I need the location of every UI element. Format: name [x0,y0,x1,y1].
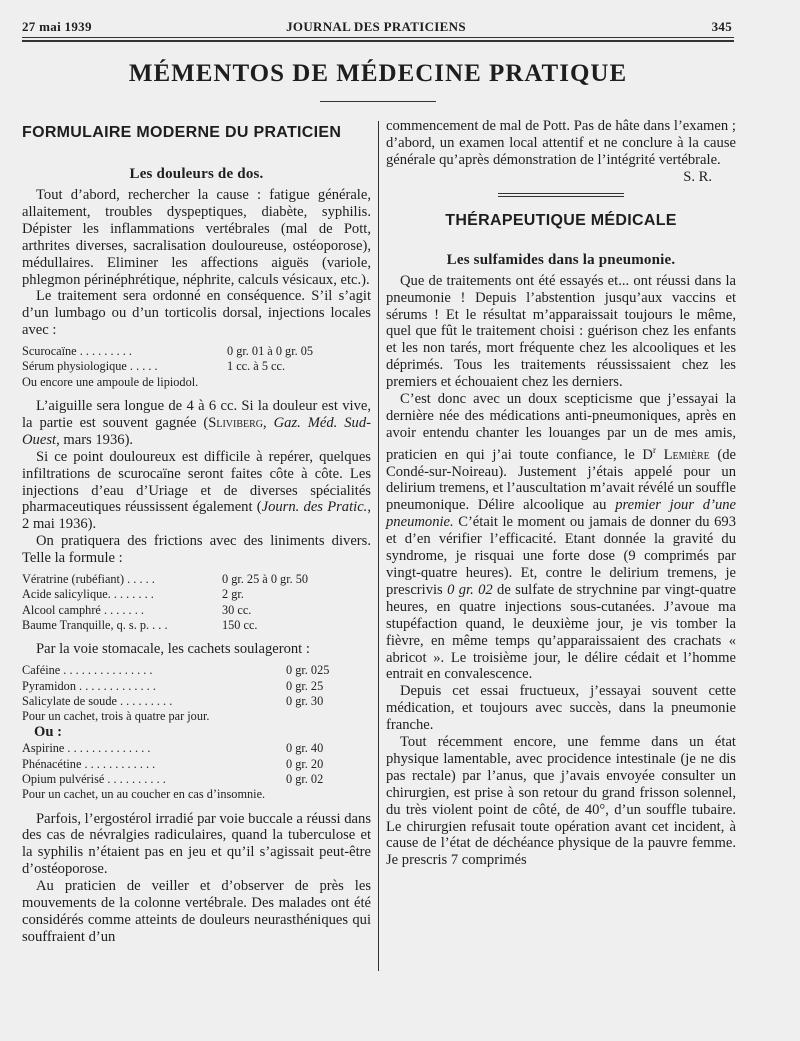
title-rule [320,101,436,102]
prescription-line: Acide salicylique. . . . . . . . 2 gr. [22,587,244,602]
prescription-line: Scurocaïne . . . . . . . . . 0 gr. 01 à 0 gr. 05 [22,344,314,359]
paragraph-veiller: Au praticien de veiller et d’observer de près les mouvements de la colonne vertébrale. Des malades ont été considérés comme atteints de douleurs neurasthéniques qui souffraient d’un [22,878,371,945]
subtitle-douleurs-de-dos: Les douleurs de dos. [129,166,264,182]
journal-citation: Journ. des Pratic. [261,499,368,516]
author-name: Sliviberg [208,414,264,431]
doctor-name: Lemière [663,446,710,463]
prescription-line: Opium pulvérisé . . . . . . . . . . 0 gr. 02 [22,771,324,786]
issue-date: 27 mai 1939 [22,19,92,34]
paragraph-voie-stomacale: Par la voie stomacale, les cachets soulageront : [36,641,310,658]
prescription-liniment [22,572,371,633]
author-signature: S. R. [683,168,712,185]
prescription-cachet-2 [22,741,371,802]
paragraph-essai: Depuis cet essai fructueux, j’essayai souvent cette médication, et toujours avec succès, dans la pneumonie franche. [386,683,736,734]
prescription-line: Vératrine (rubéfiant) . . . . . 0 gr. 25 à 0 gr. 50 [22,572,309,587]
prescription-note: Pour un cachet, trois à quatre par jour. [22,709,210,724]
journal-name: JOURNAL DES PRATICIENS [286,19,466,34]
prescription-line: Aspirine . . . . . . . . . . . . . . 0 gr. 40 [22,741,324,756]
paragraph-recemment: Tout récemment encore, une femme dans un état physique lamentable, avec procidence intestinale (je ne dis pas rectale) par l’anus, que j’avais envoyée consulter un chirurgien, est prise à son retour du grand frisson solennel, du très violent point de côté, de 40°, d’un souffle tubaire. Le chirurgien refusait toute opération avant cet incident, à cause de l’état de déchéance physique de la pauvre femme. Je prescris 7 comprimés [386,734,736,869]
paragraph-scepticisme: C’est donc avec un doux scepticisme que j’essayai la dernière née des médications anti-pneumoniques, après en avoir entendu chanter les louanges par un de mes amis, praticien en qui j’ai toute confiance, le $D^r$ Lemière (de Condé-sur-Noireau). Justement j’étais appelé pour un delirium tremens, et l’auscultation m’avait révélé un souffle pneumonique. Délire alcoolique au premier jour d’une pneumonie. C’était le moment ou jamais de donner du 693 et d’en vérifier l’efficacité. Etant donnée la gravité du syndrome, je risquai une forte dose (9 comprimés par vingt-quatre heures). Et, contre le delirium tremens, je prescrivis 0 gr. 02 de sulfate de strychnine par vingt-quatre heures, en quatre injections sous-cutanées. J’avoue ma stupéfaction quand, le deuxième jour, je vis tomber la fièvre, en même temps qu’apparaissaient des crachats « abricot ». Le troisième jour, le délire cédait et l’homme entrait en convalescence. [386,391,737,683]
prescription-cachet-1 [22,663,371,724]
prescription-line: Baume Tranquille, q. s. p. . . . 150 cc. [22,618,258,632]
subtitle-sulfamides: Les sulfamides dans la pneumonie. [446,251,676,268]
page-number: 345 [711,19,732,34]
prescription-line: Salicylate de soude . . . . . . . . . 0 gr. 30 [22,693,324,708]
header-rule-thick [22,40,734,42]
journal-citation: Gaz. Méd. Sud-Ouest [22,414,371,448]
prescription-line: Caféine . . . . . . . . . . . . . . . 0 gr. 025 [22,663,330,678]
paragraph-traitements: Que de traitements ont été essayés et... ont réussi dans la pneumonie ! Depuis l’abstention jusqu’aux vaccins et sérums ! Et le résultat m’apparaissait toujours le même, quel que fût le traitement choisi : guérison chez les enfants et les non tarés, mort fréquente chez les alcooliques et les déprimés. Tous les traitements réussissaient chez les premiers et échouaient chez les derniers. [386,272,736,391]
prescription-line: Phénacétine . . . . . . . . . . . . 0 gr. 20 [22,756,324,771]
paragraph-cause: Tout d’abord, rechercher la cause : fatigue générale, allaitement, troubles dyspeptiques, diabète, syphilis. Dépister les inflammations vertébrales (mal de Pott, arthrites diverses, sacralisation douloureuse, ostéoporose), médullaires. Eliminer les affections aiguës (variole, phlegmon périnéphrétique, néphrite, calculs vésicaux, etc.). [22,187,371,288]
prescription-line: Sérum physiologique . . . . . 1 cc. à 5 cc. [22,359,286,374]
prescription-note: Pour un cachet, un au coucher en cas d’insomnie. [22,787,266,802]
column-divider [378,121,379,971]
paragraph-traitement: Le traitement sera ordonné en conséquence. S’il s’agit d’un lumbago ou d’un torticolis dorsal, injections locales avec : [22,288,371,339]
page-title: MÉMENTOS DE MÉDECINE PRATIQUE [128,60,628,87]
prescription-injection [22,344,371,390]
section-title-therapeutique: THÉRAPEUTIQUE MÉDICALE [445,211,677,229]
left-column [22,118,371,946]
prescription-line: Alcool camphré . . . . . . . 30 cc. [22,602,252,617]
header-rule [22,37,734,38]
paragraph-aiguille: L’aiguille sera longue de 4 à 6 cc. Si la douleur est vive, la partie est souvent gagnée (Sliviberg, Gaz. Méd. Sud-Ouest, mars 1936). [22,398,371,448]
prescription-line: Pyramidon . . . . . . . . . . . . . 0 gr. 25 [22,678,324,693]
section-title-formulaire: FORMULAIRE MODERNE DU PRATICIEN [22,124,342,141]
running-header [20,16,732,36]
right-column [386,118,736,869]
ou-label: Ou : [34,724,62,741]
paragraph-point-douloureux: Si ce point douloureux est difficile à repérer, quelques infiltrations de scurocaïne seront faites côte à côte. Les injections d’eau d’Uriage et de diverses spécialités pharmaceutiques réussissent également (Journ. des Pratic., 2 mai 1936). [22,448,371,533]
paragraph-ergosterol: Parfois, l’ergostérol irradié par voie buccale a réussi dans des cas de névralgies radiculaires, quand la tuberculose et la syphilis n’étaient pas en jeu et qu’il s’agissait peut-être d’ostéoporose. [22,810,371,878]
paragraph-continuation: commencement de mal de Pott. Pas de hâte dans l’examen ; d’abord, un examen local attentif et ne conclure à la cause générale qu’après démonstration de l’intégrité vertébrale. [386,118,736,168]
paragraph-frictions: On pratiquera des frictions avec des liniments divers. Telle la formule : [22,533,371,567]
prescription-note: Ou encore une ampoule de lipiodol. [22,374,199,389]
